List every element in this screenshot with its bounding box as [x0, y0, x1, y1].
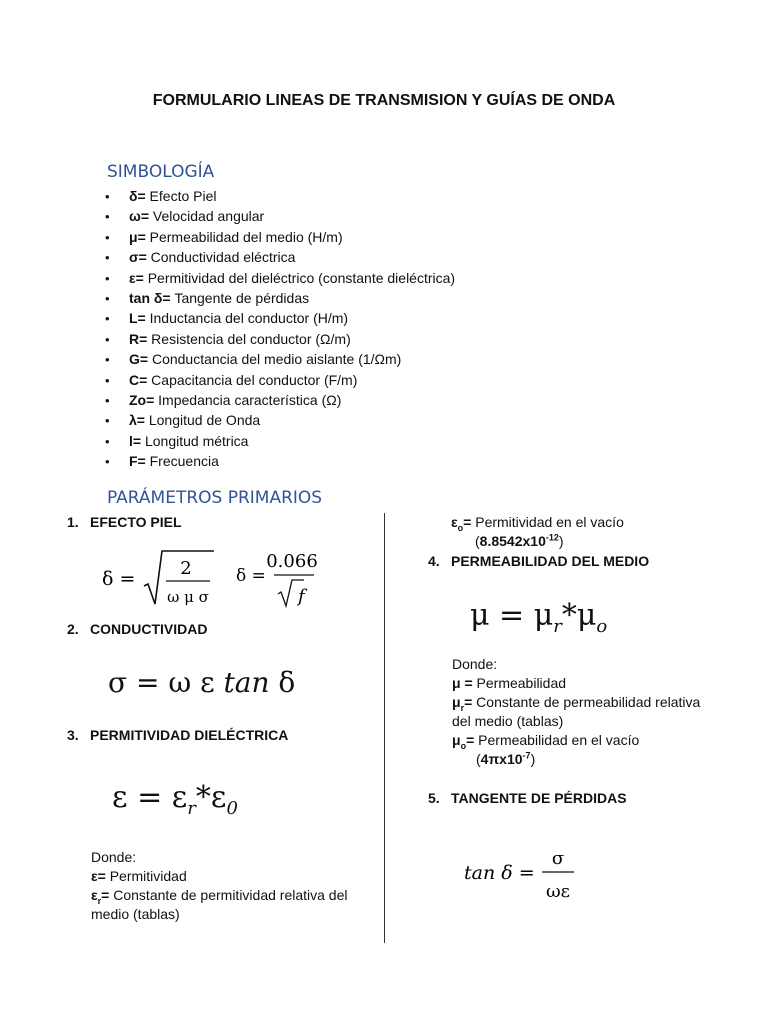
simbologia-item	[105, 410, 455, 430]
tan-lhs: tan δ =	[464, 862, 535, 884]
symbol-label: L=	[129, 310, 146, 327]
permitividad-donde: Donde: ε= Permitividad $\varepsilon_r=$ Constante de permitividad relativa del medio (tablas)	[91, 849, 348, 922]
bullet-icon: •	[105, 189, 110, 204]
formula-conductividad: σ = ω ε tan δ	[108, 666, 296, 699]
simbologia-item	[105, 349, 455, 369]
formula-efecto-piel	[102, 548, 332, 608]
symbol-description: Conductancia del medio aislante (1/Ωm)	[148, 351, 402, 368]
symbol-description: Velocidad angular	[149, 208, 265, 225]
formula-lhs: δ =	[102, 568, 136, 590]
formula-tangente	[462, 844, 592, 910]
parametros-heading: PARÁMETROS PRIMARIOS	[107, 488, 323, 508]
simbologia-item	[105, 268, 455, 288]
symbol-label: tan δ=	[129, 289, 171, 306]
bullet-icon: •	[105, 433, 110, 449]
simbologia-item	[105, 308, 455, 328]
bullet-icon: •	[105, 270, 110, 286]
simbologia-item	[105, 431, 455, 451]
simbologia-item	[105, 227, 455, 247]
simbologia-item	[105, 370, 455, 390]
symbol-description: Impedancia característica (Ω)	[154, 391, 342, 408]
symbol-description: Tangente de pérdidas	[170, 289, 310, 306]
bullet-icon: •	[105, 454, 110, 470]
formula2-den: f	[298, 586, 305, 607]
formula2-num: 0.066	[266, 551, 318, 572]
symbol-label: λ=	[129, 412, 145, 429]
bullet-icon: •	[105, 392, 110, 408]
bullet-icon: •	[105, 209, 110, 225]
symbol-description: Permitividad del dieléctrico (constante dieléctrica)	[143, 269, 456, 286]
bullet-icon: •	[105, 311, 110, 327]
bullet-icon: •	[105, 250, 110, 266]
symbol-label: μ=	[129, 228, 146, 245]
section-conductividad-heading: 2. CONDUCTIVIDAD	[67, 621, 208, 637]
symbol-label: C=	[129, 371, 148, 388]
bullet-icon: •	[105, 352, 110, 368]
section-permeabilidad-heading: 4. PERMEABILIDAD DEL MEDIO	[428, 553, 650, 569]
formula-efecto-piel-svg	[102, 548, 332, 610]
symbol-description: Efecto Piel	[145, 188, 217, 204]
simbologia-item	[105, 206, 455, 226]
symbol-label: F=	[129, 453, 146, 470]
symbol-description: Conductividad eléctrica	[146, 249, 296, 266]
symbol-label: l=	[129, 432, 142, 449]
bullet-icon: •	[105, 229, 110, 245]
bullet-icon: •	[105, 372, 110, 388]
bullet-icon: •	[105, 413, 110, 429]
simbologia-item	[105, 329, 455, 349]
simbologia-heading: SIMBOLOGÍA	[107, 162, 215, 182]
symbol-description: Frecuencia	[145, 453, 219, 470]
bullet-icon: •	[105, 290, 110, 306]
formula-permeabilidad: $\mu = \mu_r*\mu_o$	[470, 598, 608, 637]
section-permitividad-heading: 3. PERMITIVIDAD DIELÉCTRICA	[67, 727, 289, 743]
symbol-description: Capacitancia del conductor (F/m)	[147, 371, 358, 388]
column-divider	[384, 513, 385, 943]
simbologia-item	[105, 247, 455, 267]
formula-num: 2	[180, 558, 192, 579]
symbol-label: ε=	[129, 269, 144, 286]
section-tangente-heading: 5. TANGENTE DE PÉRDIDAS	[428, 790, 627, 806]
simbologia-list	[105, 186, 455, 471]
simbologia-item	[105, 451, 455, 471]
formula-tangente-svg	[462, 844, 592, 906]
symbol-description: Resistencia del conductor (Ω/m)	[147, 330, 351, 347]
symbol-label: σ=	[129, 249, 147, 266]
symbol-label: δ=	[129, 188, 146, 204]
tan-den: ωε	[545, 881, 571, 902]
symbol-description: Longitud de Onda	[144, 412, 261, 429]
section-efecto-piel-heading: 1. EFECTO PIEL	[67, 514, 182, 530]
permitividad-vacio: $\varepsilon_o=$ Permitividad en el vacío $(8.8542x10^{-12})$	[451, 514, 624, 549]
formula-den: ω μ σ	[167, 588, 209, 606]
simbologia-item	[105, 390, 455, 410]
tan-num: σ	[551, 848, 565, 869]
simbologia-item	[105, 288, 455, 308]
simbologia-item	[105, 186, 455, 206]
document-title: FORMULARIO LINEAS DE TRANSMISION Y GUÍAS DE ONDA	[152, 92, 616, 109]
symbol-label: Zo=	[129, 391, 155, 408]
symbol-description: Inductancia del conductor (H/m)	[145, 310, 349, 327]
symbol-label: ω=	[129, 208, 150, 225]
bullet-icon: •	[105, 331, 110, 347]
symbol-description: Permeabilidad del medio (H/m)	[145, 228, 343, 245]
symbol-label: R=	[129, 330, 148, 347]
formula2-lhs: δ =	[236, 566, 266, 586]
formula-permitividad: $\varepsilon = \varepsilon_r*\varepsilon_0$	[112, 780, 238, 819]
permeabilidad-donde: Donde: μ = Permeabilidad $\mu_r=$ Constante de permeabilidad relativa del medio (tablas) $\mu_o=$ Permeabilidad en el vacío $(4\pi x10^{-7})$	[452, 656, 701, 767]
symbol-description: Longitud métrica	[141, 432, 249, 449]
symbol-label: G=	[129, 351, 149, 368]
